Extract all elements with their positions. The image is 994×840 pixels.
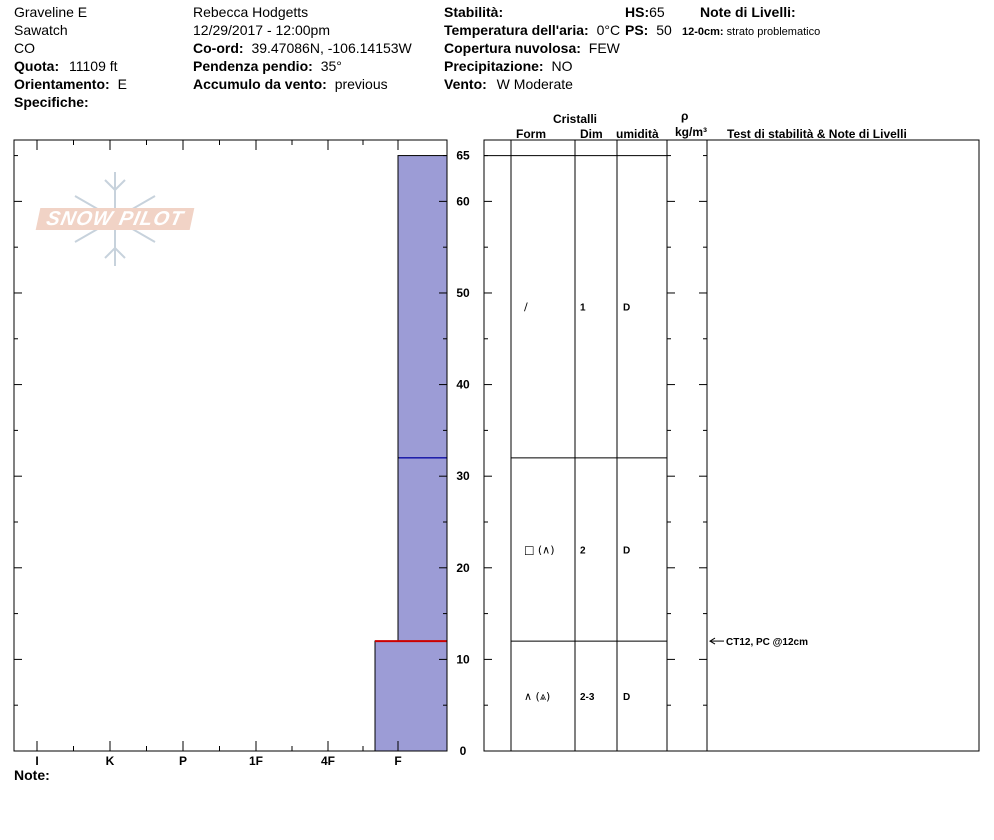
ps-value: 50 (656, 22, 672, 38)
coord-label: Co-ord: (193, 40, 244, 56)
elevation-label: Quota: (14, 58, 60, 74)
layer-dim-3: 2-3 (580, 692, 595, 704)
wind-loading-value: previous (334, 76, 388, 92)
slope-value: 35° (320, 58, 342, 74)
hardness-label-1F: 1F (248, 754, 264, 768)
air-temp-value: 0°C (596, 22, 621, 38)
elevation-value: 11109 ft (69, 58, 118, 74)
layer-bar-3 (375, 641, 447, 751)
table-frame (484, 140, 979, 751)
layer-bar-2 (398, 458, 447, 641)
hardness-label-4F: 4F (320, 754, 336, 768)
observer: Rebecca Hodgetts (193, 4, 309, 20)
specifics-label: Specifiche: (14, 94, 89, 110)
hardness-label-I: I (35, 754, 39, 768)
form-header: Form (516, 127, 546, 141)
slope-label: Pendenza pendio: (193, 58, 313, 74)
stability-notes-header: Test di stabilità & Note di Livelli (727, 127, 907, 141)
layer-humidity-1: D (623, 302, 631, 314)
air-temp-label: Temperatura dell'aria: (444, 22, 589, 38)
aspect-value: E (117, 76, 127, 92)
height-label-30: 30 (456, 469, 470, 484)
wind-loading-label: Accumulo da vento: (193, 76, 327, 92)
hs-value: 65 (649, 4, 665, 20)
notes-label: Note: (14, 767, 50, 783)
wind-label: Vento: (444, 76, 487, 92)
height-label-20: 20 (456, 560, 470, 575)
layer-dim-2: 2 (580, 545, 586, 557)
layer-notes-label: Note di Livelli: (700, 4, 796, 20)
datetime: 12/29/2017 - 12:00pm (193, 22, 330, 38)
rho-header: ρ (681, 109, 689, 123)
layer-note-text: strato problematico (726, 26, 821, 38)
height-label-65: 65 (456, 148, 470, 163)
layer-form-3: ∧ (⩓) (524, 690, 551, 704)
layer-humidity-2: D (623, 545, 631, 557)
hardness-label-F: F (394, 754, 402, 768)
crystals-header: Cristalli (553, 112, 598, 126)
ps-label: PS: (625, 22, 649, 38)
height-label-10: 10 (456, 652, 470, 667)
stability-test-1: CT12, PC @12cm (726, 637, 809, 649)
precip-label: Precipitazione: (444, 58, 544, 74)
height-label-40: 40 (456, 377, 470, 392)
layer-form-1: / (524, 300, 528, 314)
state: CO (14, 40, 35, 56)
layer-form-2: □ (∧) (524, 543, 555, 557)
hs-label: HS: (625, 4, 650, 20)
aspect-label: Orientamento: (14, 76, 110, 92)
layer-humidity-3: D (623, 692, 631, 704)
hardness-label-K: K (105, 754, 115, 768)
stability-label: Stabilità: (444, 4, 504, 20)
location: Graveline E (14, 4, 88, 20)
cloud-value: FEW (588, 40, 620, 56)
height-label-50: 50 (456, 285, 470, 300)
hardness-label-P: P (178, 754, 188, 768)
logo-text: SNOW PILOT (36, 208, 195, 230)
cloud-label: Copertura nuvolosa: (444, 40, 581, 56)
height-label-60: 60 (456, 194, 470, 209)
wind-value: W Moderate (496, 76, 573, 92)
height-label-0: 0 (459, 744, 467, 758)
layer-note-depth: 12-0cm: (682, 26, 724, 38)
coord-value: 39.47086N, -106.14153W (251, 40, 412, 56)
layer-dim-1: 1 (580, 302, 586, 314)
range: Sawatch (14, 22, 68, 38)
humidity-header: umidità (616, 127, 659, 141)
dim-header: Dim (580, 127, 603, 141)
precip-value: NO (551, 58, 573, 74)
density-unit-header: kg/m³ (675, 125, 708, 139)
